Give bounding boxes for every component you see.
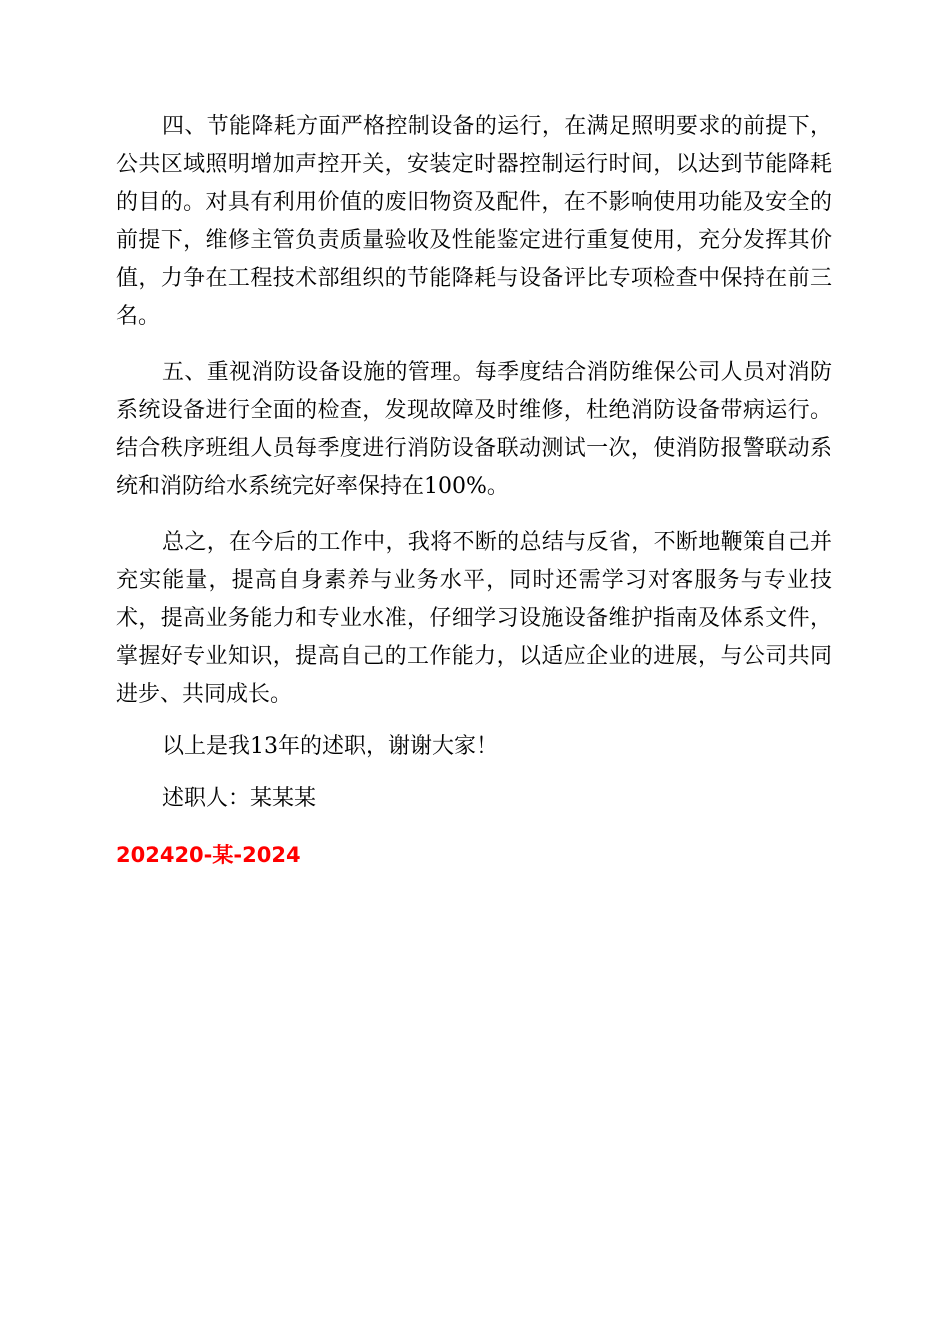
paragraph-summary: 总之，在今后的工作中，我将不断的总结与反省，不断地鞭策自己并充实能量，提高自身素养与业务水平，同时还需学习对客服务与专业技术，提高业务能力和专业水准，仔细学习设施设备维护指南及体系文件，掌握好专业知识，提高自己的工作能力，以适应企业的进展，与公司共同进步、共同成长。 [116,530,832,707]
paragraph-energy-saving: 四、节能降耗方面严格控制设备的运行，在满足照明要求的前提下，公共区域照明增加声控开关，安装定时器控制运行时间，以达到节能降耗的目的。对具有利用价值的废旧物资及配件，在不影响使用功能及安全的前提下，维修主管负责质量验收及性能鉴定进行重复使用，充分发挥其价值，力争在工程技术部组织的节能降耗与设备评比专项检查中保持在前三名。 [116,114,832,329]
document-page [116,108,832,874]
paragraph-spacer [116,506,832,524]
paragraph-fire-safety: 五、重视消防设备设施的管理。每季度结合消防维保公司人员对消防系统设备进行全面的检查，发现故障及时维修，杜绝消防设备带病运行。结合秩序班组人员每季度进行消防设备联动测试一次，使消防报警联动系统和消防给水系统完好率保持在100%。 [116,360,832,499]
signature-line: 述职人：某某某 [162,786,317,811]
paragraph-spacer [116,766,832,780]
closing-line: 以上是我13年的述职，谢谢大家！ [162,734,498,759]
red-code-stamp: 202420-某-2024 [116,843,301,867]
paragraph-spacer [116,714,832,728]
paragraph-spacer [116,336,832,354]
